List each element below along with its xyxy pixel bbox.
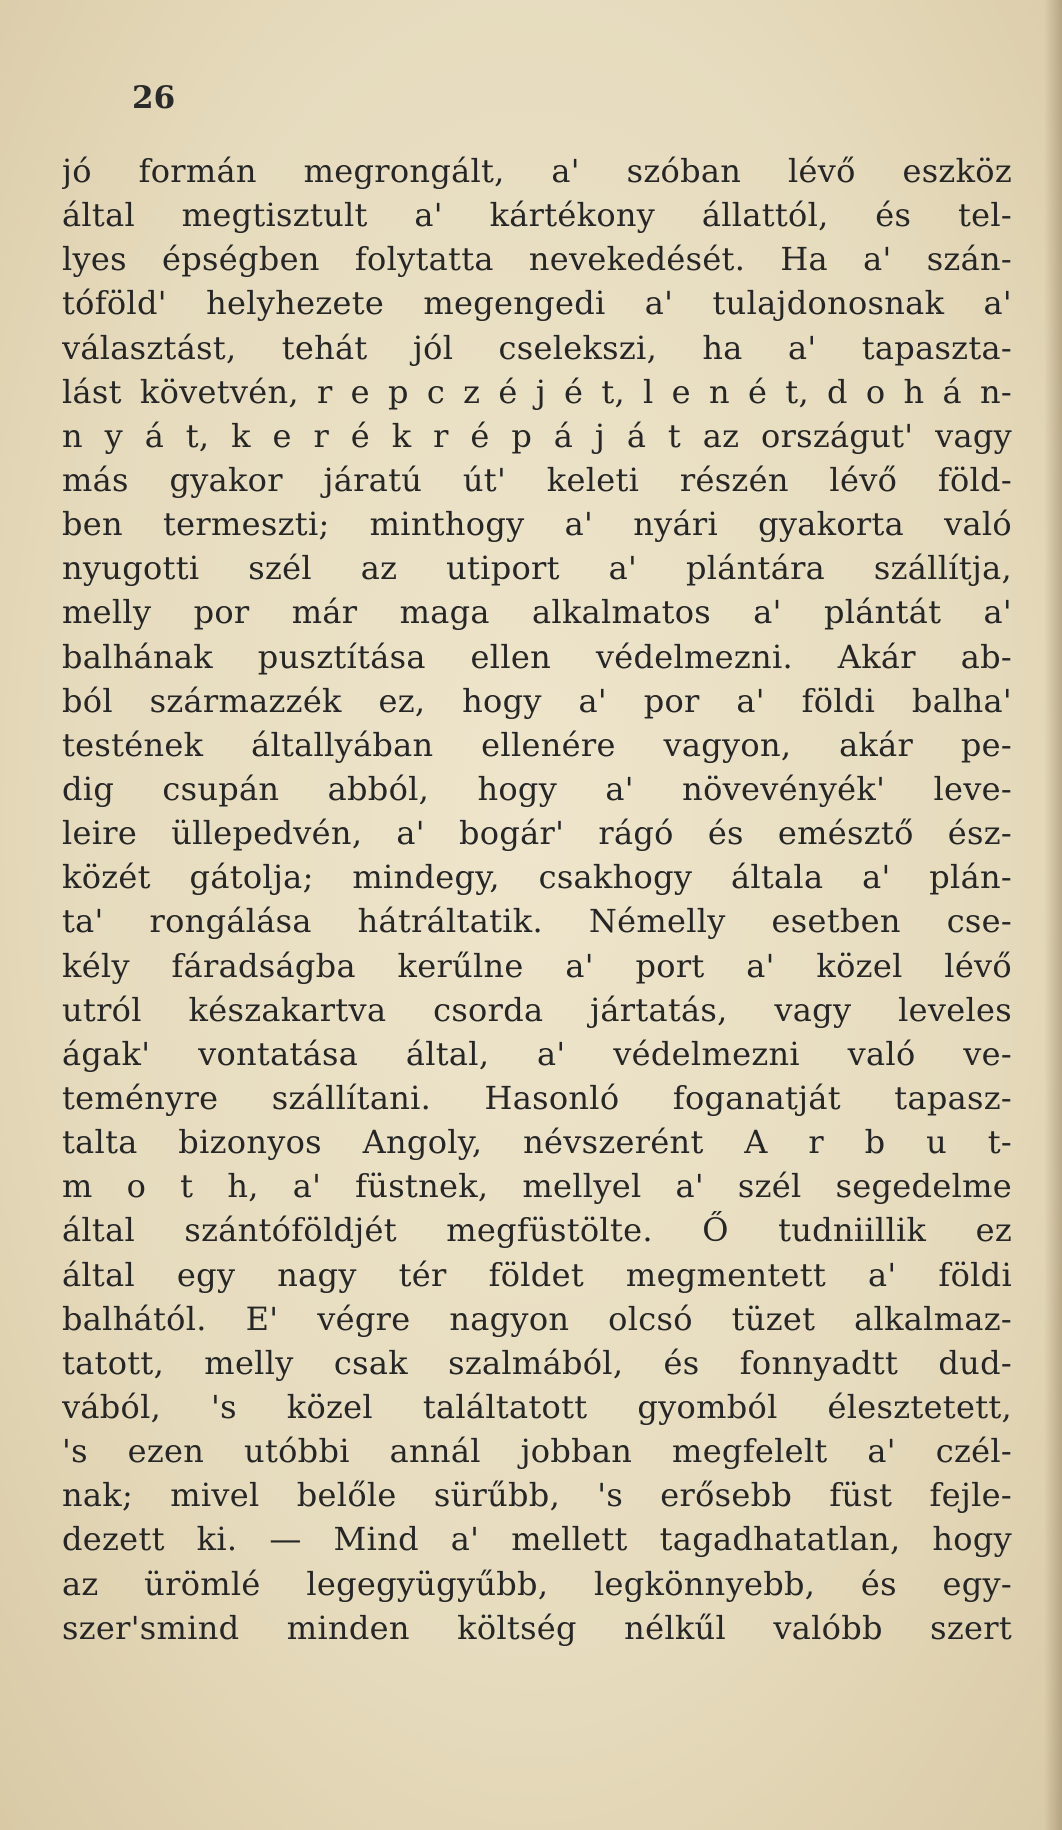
text-line: talta bizonyos Angoly, névszerént A r b u t- <box>62 1123 1012 1162</box>
text-line: jó formán megrongált, a' szóban lévő eszköz <box>62 152 1012 190</box>
text-line: választást, tehát jól cselekszi, ha a' tapaszta- <box>62 328 1012 367</box>
text-line: m o t h, a' füstnek, mellyel a' szél segedelme <box>62 1167 1012 1206</box>
text-line: leire üllepedvén, a' bogár' rágó és emésztő ész- <box>62 814 1012 853</box>
text-line: kély fáradságba kerűlne a' port a' közel lévő <box>62 946 1012 985</box>
text-line: testének általlyában ellenére vagyon, akár pe- <box>62 725 1012 764</box>
text-line: ból származzék ez, hogy a' por a' földi balha' <box>62 681 1012 720</box>
text-line: által megtisztult a' kártékony állattól, és tel- <box>62 196 1012 235</box>
text-line: az ürömlé legegyügyűbb, legkönnyebb, és egy- <box>62 1564 1012 1603</box>
text-line: lást követvén, r e p c z é j é t, l e n é t, d o h á n- <box>62 372 1012 411</box>
text-line: balhának pusztítása ellen védelmezni. Akár ab- <box>62 637 1012 676</box>
text-line: ta' rongálása hátráltatik. Némelly esetben cse- <box>62 902 1012 941</box>
text-line: nak; mivel belőle sürűbb, 's erősebb füst fejle- <box>62 1476 1012 1515</box>
page-number: 26 <box>132 80 176 116</box>
text-line: más gyakor járatú út' keleti részén lévő föld- <box>62 460 1012 499</box>
text-line: 's ezen utóbbi annál jobban megfelelt a' czél- <box>62 1432 1012 1471</box>
text-line: n y á t, k e r é k r é p á j á t az országut' vagy <box>62 416 1012 455</box>
text-line: szer'smind minden költség nélkűl valóbb szert <box>62 1608 1012 1647</box>
body-text <box>62 149 1012 1650</box>
text-line: vából, 's közel találtatott gyomból élesztetett, <box>62 1387 1012 1426</box>
text-line: ben termeszti; minthogy a' nyári gyakorta való <box>62 505 1012 544</box>
text-line: dig csupán abból, hogy a' növevényék' leve- <box>62 769 1012 808</box>
text-line: tóföld' helyhezete megengedi a' tulajdonosnak a' <box>62 284 1012 323</box>
text-line: teményre szállítani. Hasonló foganatját tapasz- <box>62 1078 1012 1117</box>
text-line: melly por már maga alkalmatos a' plántát a' <box>62 593 1012 632</box>
text-line: utról készakartva csorda jártatás, vagy leveles <box>62 990 1012 1029</box>
text-line: közét gátolja; mindegy, csakhogy általa a' plán- <box>62 858 1012 897</box>
text-line: nyugotti szél az utiport a' plántára szállítja, <box>62 549 1012 588</box>
text-line: által szántóföldjét megfüstölte. Ő tudniillik ez <box>62 1211 1012 1250</box>
text-line: balhától. E' végre nagyon olcsó tüzet alkalmaz- <box>62 1299 1012 1338</box>
page-edge-shadow <box>1044 0 1062 1830</box>
text-line: által egy nagy tér földet megmentett a' földi <box>62 1255 1012 1294</box>
text-line: lyes épségben folytatta nevekedését. Ha a' szán- <box>62 240 1012 279</box>
text-line: tatott, melly csak szalmából, és fonnyadtt dud- <box>62 1343 1012 1382</box>
text-line: ágak' vontatása által, a' védelmezni való ve- <box>62 1034 1012 1073</box>
text-line: dezett ki. — Mind a' mellett tagadhatatlan, hogy <box>62 1520 1012 1559</box>
